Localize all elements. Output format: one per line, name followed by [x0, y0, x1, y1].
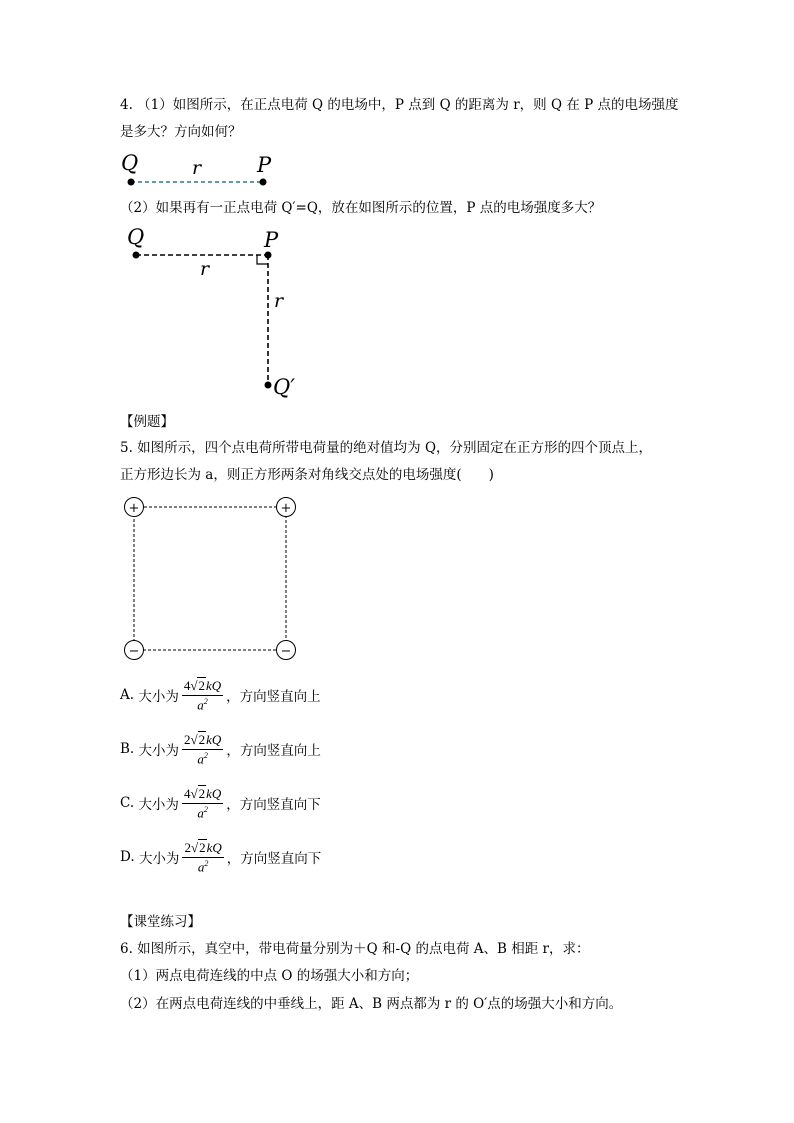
square-dashed-outline: [134, 507, 286, 650]
q5-line2: 正方形边长为 a，则正方形两条对角线交点处的电场强度( ): [120, 467, 494, 483]
q6-line1: 6. 如图所示，真空中，带电荷量分别为＋Q 和-Q 的点电荷 A、B 相距 r，求：: [120, 941, 590, 957]
q4-line2: 是多大？方向如何？: [120, 124, 242, 140]
svg-text:−: −: [128, 644, 140, 659]
figure-q4-1: [118, 148, 288, 190]
fig2-label-q-prime: Q′: [273, 375, 295, 399]
svg-text:−: −: [280, 644, 292, 659]
choice-a[interactable]: A. 大小为 4 √ 2 kQ $a^2$ ，方向竖直向上: [120, 677, 321, 713]
example-heading: 【例题】: [120, 414, 174, 430]
choice-b[interactable]: B. 大小为 2 √ 2 kQ $a^2$ ，方向竖直向上: [120, 731, 321, 767]
fig2-charge-q-dot: [133, 252, 140, 259]
fig2-label-p: P: [264, 228, 279, 252]
fig1-label-p: P: [257, 153, 272, 177]
charge-top-left: [125, 498, 144, 517]
charge-top-right: [277, 498, 296, 517]
fig1-point-p-dot: [260, 179, 267, 186]
fig1-label-q: Q: [121, 151, 139, 175]
charge-bottom-left: [125, 641, 144, 660]
fig1-charge-q-dot: [128, 179, 135, 186]
fig2-label-q: Q: [127, 225, 145, 249]
practice-heading: 【课堂练习】: [120, 914, 201, 930]
choice-b-fraction: 2 √ 2 kQ $a^2$: [184, 731, 222, 767]
q6-line2: （1）两点电荷连线的中点 O 的场强大小和方向；: [120, 968, 419, 984]
fig2-label-r-horizontal: r: [200, 258, 210, 280]
choice-d[interactable]: D. 大小为 2 √ 2 kQ $a^2$ ，方向竖直向下: [120, 839, 322, 875]
fig2-label-r-vertical: r: [274, 290, 284, 312]
q4-line1: 4. （1）如图所示，在正点电荷 Q 的电场中，P 点到 Q 的距离为 r，则 Q 在 P 点的电场强度: [120, 97, 679, 113]
q6-line3: （2）在两点电荷连线的中垂线上，距 A、B 两点都为 r 的 O′点的场强大小和方向。: [120, 996, 623, 1012]
q4-part2: （2）如果再有一正点电荷 Q′=Q，放在如图所示的位置，P 点的电场强度多大？: [120, 200, 602, 216]
fig2-point-p-dot: [265, 252, 272, 259]
fig1-label-r: r: [192, 157, 202, 179]
figure-q4-2: [118, 222, 318, 404]
fig2-charge-q-prime-dot: [265, 382, 272, 389]
charge-bottom-right: [277, 641, 296, 660]
figure-q5-square: [118, 492, 304, 664]
svg-text:+: +: [280, 501, 292, 516]
choice-c-fraction: 4 √ 2 kQ $a^2$: [183, 785, 222, 821]
q5-line1: 5. 如图所示，四个点电荷所带电荷量的绝对值均为 Q，分别固定在正方形的四个顶点上，: [120, 440, 653, 456]
choice-a-fraction: 4 √ 2 kQ $a^2$: [183, 677, 222, 713]
choice-c[interactable]: C. 大小为 4 √ 2 kQ $a^2$ ，方向竖直向下: [120, 785, 321, 821]
choice-d-fraction: 2 √ 2 kQ $a^2$: [184, 839, 222, 875]
svg-text:+: +: [128, 501, 140, 516]
